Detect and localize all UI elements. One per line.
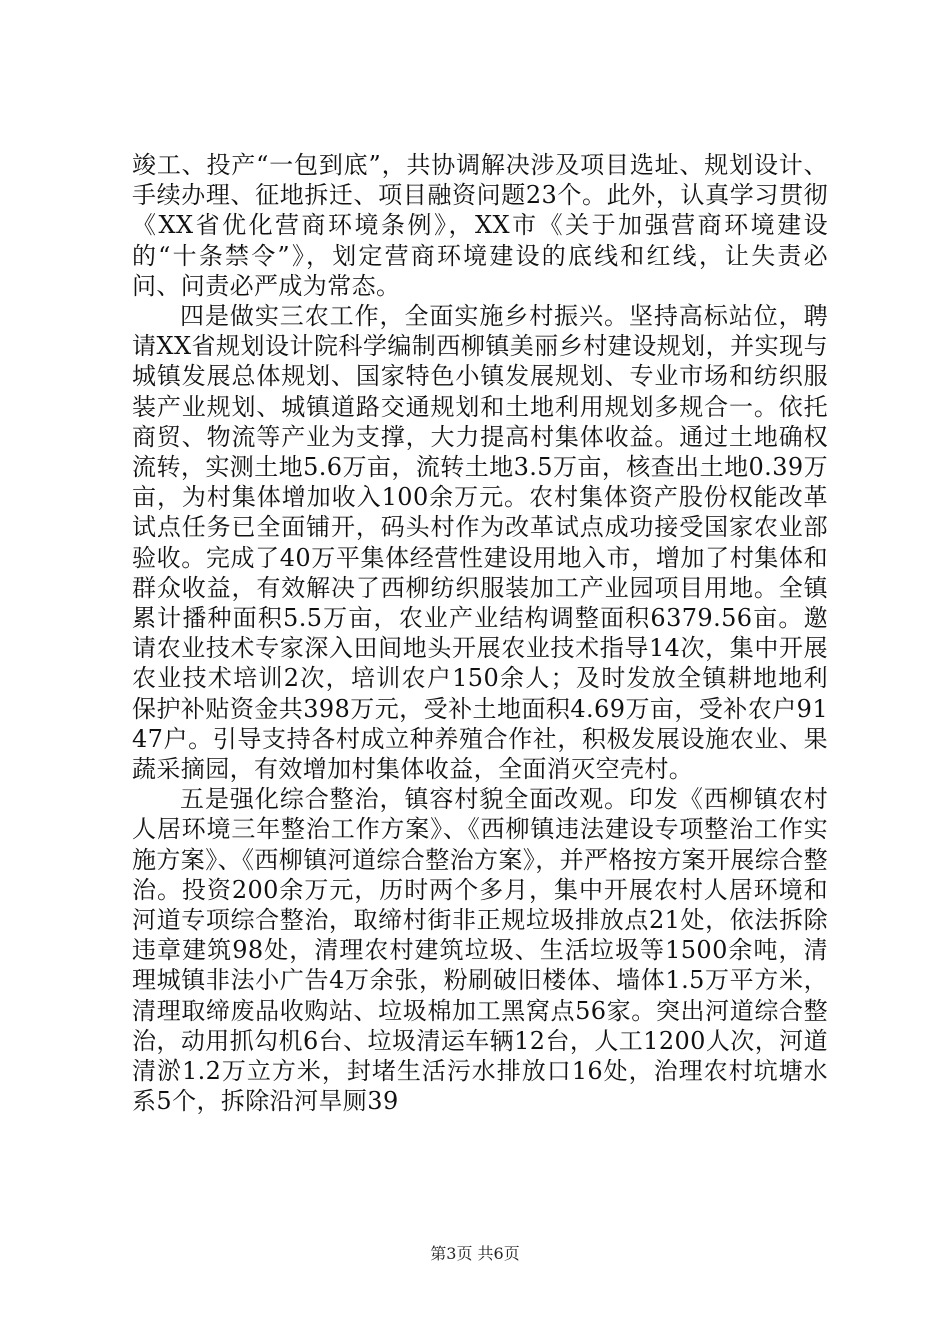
document-body bbox=[132, 150, 828, 1117]
paragraph-comprehensive-rectification: 五是强化综合整治，镇容村貌全面改观。印发《西柳镇农村人居环境三年整治工作方案》、《西柳镇违法建设专项整治工作实施方案》、《西柳镇河道综合整治方案》，并严格按方案开展综合整治。投资200余万元，历时两个多月，集中开展农村人居环境和河道专项综合整治，取缔村街非正规垃圾排放点21处，依法拆除违章建筑98处，清理农村建筑垃圾、生活垃圾等1500余吨，清理城镇非法小广告4万余张，粉刷破旧楼体、墙体1.5万平方米，清理取缔废品收购站、垃圾棉加工黑窝点56家。突出河道综合整治，动用抓勾机6台、垃圾清运车辆12台，人工1200人次，河道清淤1.2万立方米，封堵生活污水排放口16处，治理农村坑塘水系5个，拆除沿河旱厕39 bbox=[132, 785, 828, 1116]
paragraph-continuation: 竣工、投产“一包到底”，共协调解决涉及项目选址、规划设计、手续办理、征地拆迁、项目融资问题23个。此外，认真学习贯彻《XX省优化营商环境条例》，XX市《关于加强营商环境建设的“十条禁令”》，划定营商环境建设的底线和红线，让失责必问、问责必严成为常态。 bbox=[132, 151, 828, 300]
paragraph-rural-work: 四是做实三农工作，全面实施乡村振兴。坚持高标站位，聘请XX省规划设计院科学编制西柳镇美丽乡村建设规划，并实现与城镇发展总体规划、国家特色小镇发展规划、专业市场和纺织服装产业规划、城镇道路交通规划和土地利用规划多规合一。依托商贸、物流等产业为支撑，大力提高村集体收益。通过土地确权流转，实测土地5.6万亩，流转土地3.5万亩，核查出土地0.39万亩，为村集体增加收入100余万元。农村集体资产股份权能改革试点任务已全面铺开，码头村作为改革试点成功接受国家农业部验收。完成了40万平集体经营性建设用地入市，增加了村集体和群众收益，有效解决了西柳纺织服装加工产业园项目用地。全镇累计播种面积5.5万亩，农业产业结构调整面积6379.56亩。邀请农业技术专家深入田间地头开展农业技术指导14次，集中开展农业技术培训2次，培训农户150余人；及时发放全镇耕地地利保护补贴资金共398万元，受补土地面积4.69万亩，受补农户9147户。引导支持各村成立种养殖合作社，积极发展设施农业、果蔬采摘园，有效增加村集体收益，全面消灭空壳村。 bbox=[132, 302, 828, 784]
page-footer bbox=[0, 1244, 950, 1264]
page-number: 第3页 共6页 bbox=[430, 1244, 520, 1263]
